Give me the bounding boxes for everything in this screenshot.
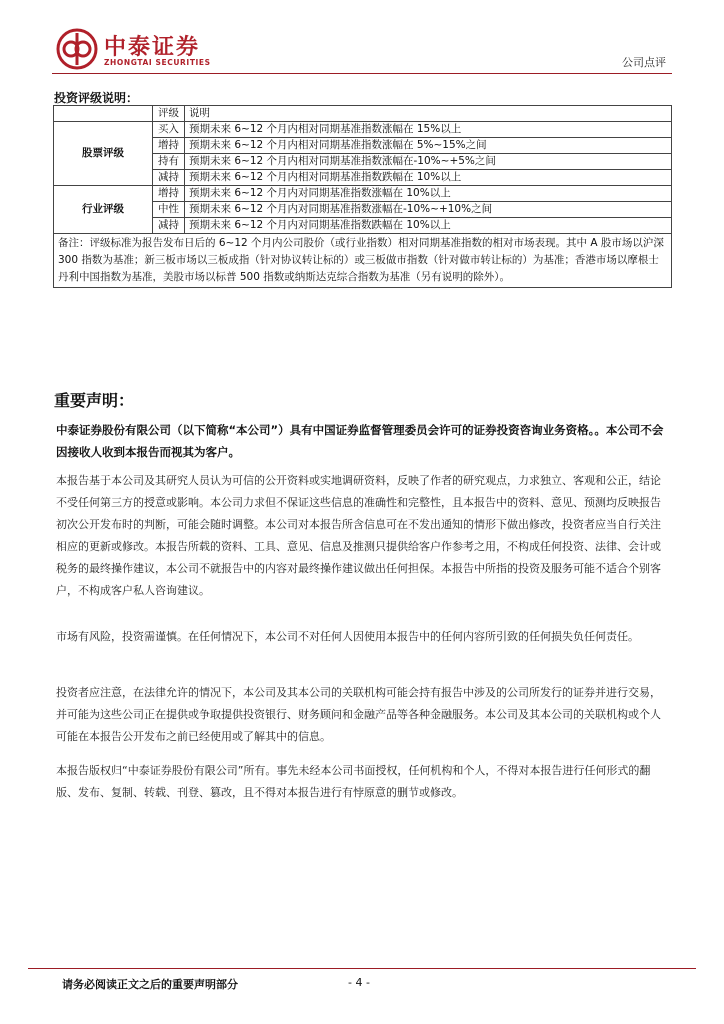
declaration-paragraph: 本报告版权归“中泰证券股份有限公司”所有。事先未经本公司书面授权，任何机构和个人，不得对本报告进行任何形式的翻版、发布、复制、转载、刊登、篡改，且不得对本报告进行有悖原意的删节或修改。 [56, 764, 651, 799]
report-type-label: 公司点评 [622, 56, 666, 69]
stock-rating-category: 股票评级 [54, 122, 153, 186]
rating-description: 预期未来 6~12 个月内相对同期基准指数涨幅在-10%~+5%之间 [185, 154, 672, 170]
rating-level: 增持 [153, 186, 185, 202]
table-row [54, 122, 672, 138]
declaration-paragraph: 本报告基于本公司及其研究人员认为可信的公开资料或实地调研资料，反映了作者的研究观点，力求独立、客观和公正，结论不受任何第三方的授意或影响。本公司力求但不保证这些信息的准确性和完整性，且本报告中的资料、意见、预测均反映报告初次公开发布时的判断，可能会随时调整。本公司对本报告所含信息可在不发出通知的情形下做出修改，投资者应当自行关注相应的更新或修改。本报告所载的资料、工具、意见、信息及推测只提供给客户作参考之用，不构成任何投资、法律、会计或税务的最终操作建议，本公司不就报告中的内容对最终操作建议做出任何担保。本报告中所指的投资及服务可能不适合个别客户，不构成客户私人咨询建议。 [56, 474, 661, 597]
declaration-paragraph: 市场有风险，投资需谨慎。在任何情况下，本公司不对任何人因使用本报告中的任何内容所引致的任何损失负任何责任。 [56, 630, 639, 643]
rating-description: 预期未来 6~12 个月内对同期基准指数涨幅在-10%~+10%之间 [185, 202, 672, 218]
rating-description: 预期未来 6~12 个月内对同期基准指数涨幅在 10%以上 [185, 186, 672, 202]
table-header-row [54, 106, 672, 122]
rating-description: 预期未来 6~12 个月内相对同期基准指数跌幅在 10%以上 [185, 170, 672, 186]
header-divider [52, 73, 672, 74]
declaration-title: 重要声明： [54, 391, 135, 410]
company-name-en: ZHONGTAI SECURITIES [104, 58, 211, 67]
industry-rating-category: 行业评级 [54, 186, 153, 234]
rating-table [53, 105, 672, 288]
rating-description: 预期未来 6~12 个月内相对同期基准指数涨幅在 15%以上 [185, 122, 672, 138]
rating-level: 增持 [153, 138, 185, 154]
zhongtai-logo-icon [56, 28, 98, 70]
declaration-bold-statement: 中泰证券股份有限公司（以下简称“本公司”）具有中国证券监督管理委员会许可的证券投资咨询业务资格。。本公司不会因接收人收到本报告而视其为客户。 [56, 423, 664, 459]
rating-level: 中性 [153, 202, 185, 218]
rating-description: 预期未来 6~12 个月内对同期基准指数跌幅在 10%以上 [185, 218, 672, 234]
footer-divider [28, 968, 696, 969]
declaration-paragraph: 投资者应注意，在法律允许的情况下，本公司及其本公司的关联机构可能会持有报告中涉及的公司所发行的证券并进行交易，并可能为这些公司正在提供或争取提供投资银行、财务顾问和金融产品等各种金融服务。本公司及其本公司的关联机构或个人可能在本报告公开发布之前已经使用或了解其中的信息。 [56, 686, 661, 743]
company-name-cn: 中泰证券 [104, 35, 201, 60]
rating-description: 预期未来 6~12 个月内相对同期基准指数涨幅在 5%~15%之间 [185, 138, 672, 154]
rating-section-title: 投资评级说明： [54, 91, 139, 105]
rating-level: 买入 [153, 122, 185, 138]
table-note-row [54, 234, 672, 288]
header-level: 评级 [153, 106, 185, 122]
footer-notice: 请务必阅读正文之后的重要声明部分 [62, 978, 238, 991]
header-blank-cell [54, 106, 153, 122]
rating-level: 减持 [153, 170, 185, 186]
rating-level: 减持 [153, 218, 185, 234]
table-row [54, 186, 672, 202]
page-number: - 4 - [348, 976, 370, 989]
rating-note: 备注：评级标准为报告发布日后的 6~12 个月内公司股价（或行业指数）相对同期基准指数的相对市场表现。其中 A 股市场以沪深 300 指数为基准；新三板市场以三板成指（针对协议转让标的）或三板做市指数（针对做市转让标的）为基准；香港市场以摩根士丹利中国指数为基准，美股市场以标普 500 指数或纳斯达克综合指数为基准（另有说明的除外）。 [54, 234, 672, 288]
header-description: 说明 [185, 106, 672, 122]
rating-level: 持有 [153, 154, 185, 170]
